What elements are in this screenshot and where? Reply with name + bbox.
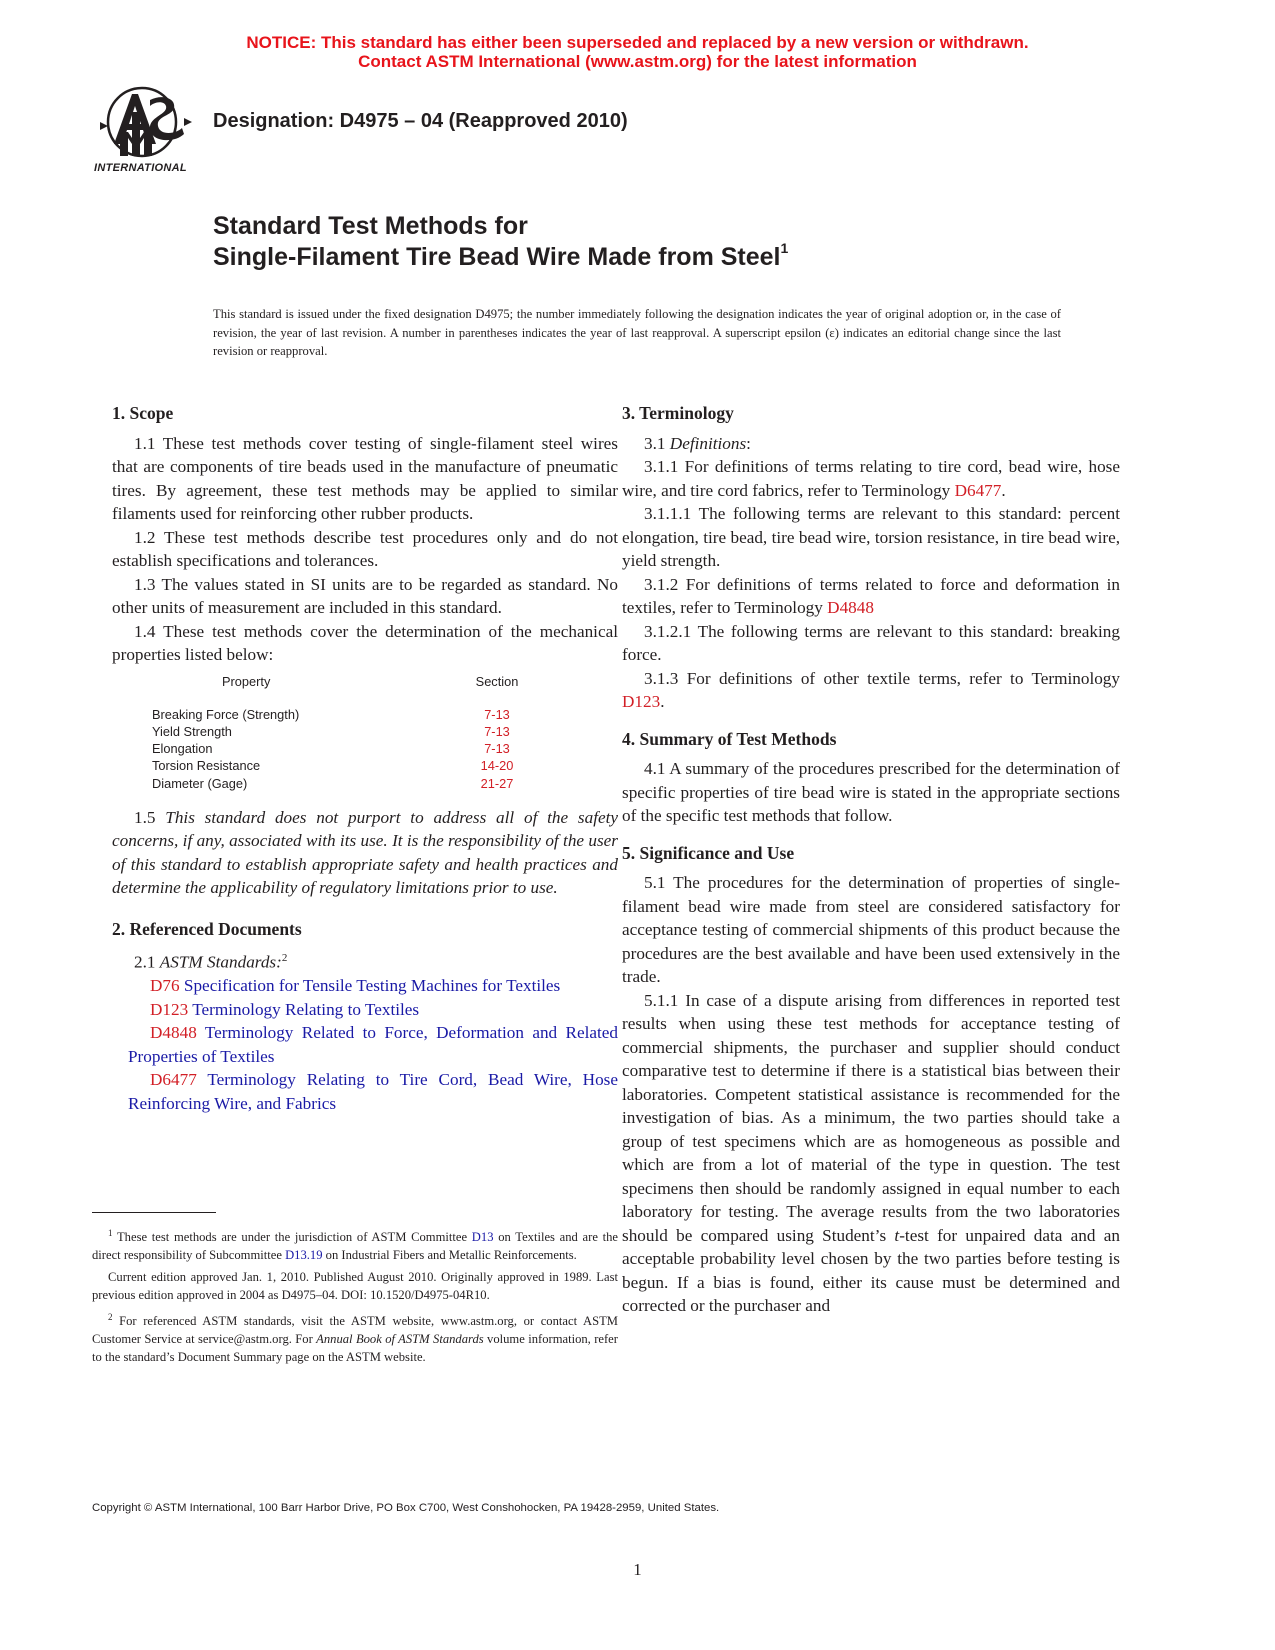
document-title [213, 211, 788, 273]
property-name: Yield Strength [152, 723, 232, 739]
para-3-1-3: 3.1.3 For definitions of other textile terms, refer to Terminology D123. [622, 668, 1120, 711]
footnote-2: $^2$ For referenced ASTM standards, visit the ASTM website, www.astm.org, or contact ASTM Customer Service at service@astm.org. For Annual Book of ASTM Standards volume information, refer to the standard’s Document Summary page on the ASTM website. [92, 1312, 618, 1365]
para-3-1-1-1: 3.1.1.1 The following terms are relevant to this standard: percent elongation, tire bead, tire bead wire, torsion resistance, in tire bead wire, yield strength. [622, 504, 1120, 570]
header-section: Section [475, 673, 519, 689]
ref-link-d4848[interactable]: D4848 [827, 598, 874, 617]
notice-line-1: NOTICE: This standard has either been superseded and replaced by a new version or withdrawn. [246, 33, 1029, 52]
footnotes [92, 1224, 618, 1370]
logo-wordmark: INTERNATIONAL [94, 162, 187, 174]
table-row [152, 757, 532, 774]
ref-link-d13[interactable]: D13 [471, 1230, 494, 1245]
footnote-divider [92, 1212, 216, 1213]
section-link[interactable]: 7-13 [484, 706, 510, 722]
ref-entry-d4848 [112, 1021, 618, 1068]
section-3-heading: 3. Terminology [622, 403, 734, 423]
properties-table [152, 673, 532, 792]
para-1-4: 1.4 These test methods cover the determination of the mechanical properties listed below: [112, 621, 618, 664]
section-link[interactable]: 7-13 [484, 741, 510, 757]
ref-code-link[interactable]: D6477 [150, 1070, 197, 1090]
ref-entry-d123 [112, 998, 618, 1022]
header-property: Property [222, 673, 271, 689]
astm-logo [92, 86, 200, 178]
properties-table-header [152, 673, 532, 690]
notice-line-2: Contact ASTM International (www.astm.org) for the latest information [358, 52, 917, 71]
para-3-1: 3.1 Definitions: [644, 433, 751, 453]
ref-title-link[interactable]: Terminology Related to Force, Deformation and Related Properties of Textiles [128, 1023, 618, 1066]
ref-title-link[interactable]: Terminology Relating to Textiles [192, 999, 420, 1019]
section-2-heading: 2. Referenced Documents [112, 918, 302, 939]
issue-note: This standard is issued under the fixed designation D4975; the number immediately following the designation indicates the year of original adoption or, in the case of revision, the year of last revision. A number in parentheses indicates the year of last reapproval. A superscript epsilon (ε) indicates an editorial change since the last revision or reapproval. [213, 307, 1061, 358]
section-4-heading: 4. Summary of Test Methods [622, 728, 837, 749]
superseded-notice [0, 33, 1275, 71]
ref-code-link[interactable]: D76 [150, 976, 180, 996]
para-1-1: 1.1 These test methods cover testing of single-filament steel wires that are components of tire beads used in the manufacture of pneumatic tires. By agreement, these test methods may be applied to similar filaments used for reinforcing other rubber products. [112, 433, 618, 523]
section-5-heading: 5. Significance and Use [622, 842, 795, 863]
footnote-1: $^1$ These test methods are under the jurisdiction of ASTM Committee D13 on Textiles and are the direct responsibility of Subcommittee D13.19 on Industrial Fibers and Metallic Reinforcements. [92, 1228, 619, 1263]
ref-link-d123[interactable]: D123 [622, 692, 661, 711]
section-link[interactable]: 21-27 [480, 775, 514, 791]
table-row [152, 723, 532, 740]
ref-code-link[interactable]: D4848 [150, 1023, 197, 1043]
page-number: 1 [633, 1560, 642, 1579]
section-1-heading: 1. Scope [112, 403, 174, 423]
para-4-1: 4.1 A summary of the procedures prescribed for the determination of specific properties of tire bead wire is stated in the appropriate sections of the specific test methods that follow. [622, 759, 1120, 825]
table-row [152, 775, 532, 792]
ref-code-link[interactable]: D123 [150, 999, 189, 1019]
para-1-3: 1.3 The values stated in SI units are to be regarded as standard. No other units of measurement are included in this standard. [112, 574, 618, 617]
ref-title-link[interactable]: Terminology Relating to Tire Cord, Bead Wire, Hose Reinforcing Wire, and Fabrics [128, 1070, 618, 1113]
property-name: Torsion Resistance [152, 758, 261, 774]
section-link[interactable]: 7-13 [484, 723, 510, 739]
ref-entry-d6477 [112, 1068, 618, 1115]
right-column [622, 402, 1120, 1318]
ref-link-d13-19[interactable]: D13.19 [285, 1248, 323, 1263]
para-5-1: 5.1 The procedures for the determination of properties of single-filament bead wire made from steel are considered satisfactory for acceptance testing of commercial shipments of this product because the procedures are the best available and have been used extensively in the trade. [622, 873, 1120, 986]
table-row [152, 740, 532, 757]
footnote-current-edition: Current edition approved Jan. 1, 2010. Published August 2010. Originally approved in 1989. Last previous edition approved in 2004 as D4975–04. DOI: 10.1520/D4975-04R10. [92, 1270, 618, 1303]
property-name: Breaking Force (Strength) [152, 706, 300, 722]
table-row [152, 706, 532, 723]
para-2-1: 2.1 ASTM Standards:$^2$ [134, 952, 288, 972]
title-line-1: Standard Test Methods for [213, 212, 528, 240]
copyright-line: Copyright © ASTM International, 100 Barr Harbor Drive, PO Box C700, West Conshohocken, PA 19428-2959, United States. [92, 1502, 720, 1514]
para-3-1-1: 3.1.1 For definitions of terms relating to tire cord, bead wire, hose wire, and tire cord fabrics, refer to Terminology D6477. [622, 457, 1120, 500]
property-name: Diameter (Gage) [152, 775, 248, 791]
ref-link-d6477[interactable]: D6477 [954, 480, 1002, 500]
title-line-2: Single-Filament Tire Bead Wire Made from Steel$^1$ [213, 240, 789, 271]
para-1-2: 1.2 These test methods describe test procedures only and do not establish specifications and tolerances. [112, 527, 618, 570]
left-column [112, 402, 618, 1115]
ref-entry-d76 [112, 974, 618, 998]
ref-title-link[interactable]: Specification for Tensile Testing Machines for Textiles [183, 976, 561, 996]
para-1-5: 1.5 This standard does not purport to address all of the safety concerns, if any, associated with its use. It is the responsibility of the user of this standard to establish appropriate safety and health practices and determine the applicability of regulatory limitations prior to use. [112, 807, 619, 898]
designation: Designation: D4975 – 04 (Reapproved 2010) [213, 110, 628, 132]
property-name: Elongation [152, 741, 213, 757]
para-5-1-1: 5.1.1 In case of a dispute arising from differences in reported test results when using these test methods for acceptance testing of commercial shipments, the purchaser and supplier should conduct comparative test to determine if there is a statistical bias between their laboratories. Competent statistical assistance is recommended for the investigation of bias. As a minimum, the two parties should take a group of test specimens which are as homogeneous as possible and which are from a lot of material of the type in question. The test specimens then should be randomly assigned in equal number to each laboratory for testing. The average results from the two laboratories should be compared using Student’s t-test for unpaired data and an acceptable probability level chosen by the two parties before testing is begun. If a bias is found, either its cause must be determined and corrected or the purchaser and [622, 990, 1120, 1315]
para-3-1-2: 3.1.2 For definitions of terms related to force and deformation in textiles, refer to Terminology D4848 [622, 574, 1120, 617]
para-3-1-2-1: 3.1.2.1 The following terms are relevant to this standard: breaking force. [622, 621, 1120, 664]
section-link[interactable]: 14-20 [480, 758, 514, 774]
title-footnote-mark: 1 [780, 240, 789, 256]
